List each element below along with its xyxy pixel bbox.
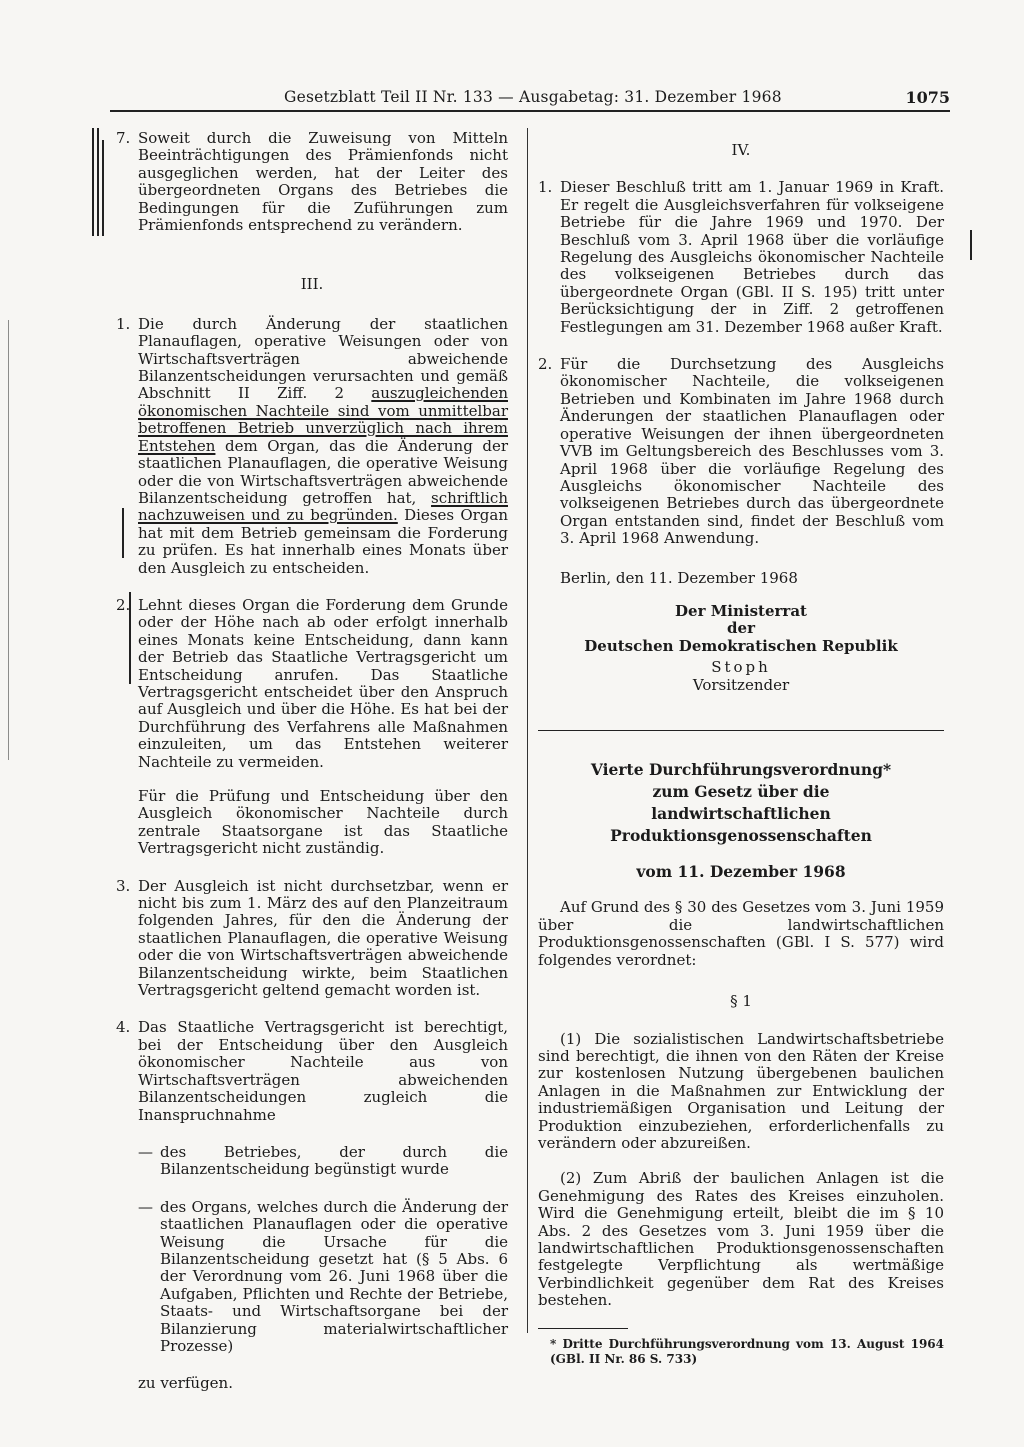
- footnote: * Dritte Durchführungsverordnung vom 13. August 1964 (GBl. II Nr. 86 S. 733): [550, 1336, 944, 1366]
- section-heading-iv: IV.: [731, 141, 751, 159]
- right-column: [538, 142, 944, 1367]
- item-text: [138, 316, 508, 577]
- text-part: dem Organ, das die Änderung der staatlichen Planauflagen, die operative Weisung oder die von Wirtschaftsverträgen abweichende Bilanzentscheidung getroffen hat,: [138, 436, 508, 507]
- signature-block: [538, 603, 944, 694]
- section3-item-2: [116, 597, 508, 858]
- section-rule: [538, 730, 944, 732]
- dash-item: [138, 1199, 508, 1356]
- header-rule: [110, 110, 950, 112]
- ordinance-title-line: landwirtschaftlichen Produktionsgenossenschaften: [610, 804, 872, 846]
- page-header: [110, 88, 950, 112]
- signatory-role: Vorsitzender: [692, 675, 790, 694]
- item-number: 1.: [538, 178, 553, 197]
- ordinance-title-line: Vierte Durchführungsverordnung*: [590, 760, 892, 780]
- item-number: 2.: [538, 355, 553, 374]
- item-number: 3.: [116, 876, 131, 895]
- item-text: Soweit durch die Zuweisung von Mitteln Beeinträchtigungen des Prämienfonds nicht ausgeglichen werden, hat der Leiter des übergeordneten Organs des Betriebes die Bedingungen für die Zuführungen zum Prämienfonds entsprechend zu verändern.: [138, 129, 508, 235]
- signature-line: Deutschen Demokratischen Republik: [584, 636, 898, 655]
- item-number: 4.: [116, 1018, 131, 1037]
- underlined-text: schriftlich nachzuweisen und zu begründen.: [138, 488, 508, 525]
- signature-line: der: [727, 619, 755, 638]
- item-number: 2.: [116, 595, 131, 614]
- underlined-text: auszugleichenden ökonomischen Nachteile sind vom unmittelbar betroffenen Betrieb unverzüglich nach ihrem Entstehen: [138, 384, 508, 455]
- left-column: [116, 130, 508, 1393]
- section-heading-iii: III.: [300, 275, 324, 294]
- item-number: 1.: [116, 314, 131, 333]
- section3-item-3: [116, 878, 508, 1000]
- item-text-extra: Für die Prüfung und Entscheidung über den Ausgleich ökonomischer Nachteile durch zentrale Staatsorgane ist das Staatliche Vertragsgericht nicht zuständig.: [138, 787, 508, 858]
- footnote-rule: [538, 1328, 628, 1329]
- item-text: Für die Durchsetzung des Ausgleichs ökonomischer Nachteile, die volkseigenen Betrieben und Kombinaten im Jahre 1968 durch Änderungen der staatlichen Planauflagen oder operative Weisungen der ihnen übergeordneten VVB im Geltungsbereich des Beschlusses vom 3. April 1968 über die vorläufige Regelung des Ausgleichs ökonomischer Nachteile des volkseigenen Betriebes durch das übergeordnete Organ entstanden sind, findet der Beschluß vom 3. April 1968 Anwendung.: [560, 355, 944, 548]
- margin-bar: [92, 128, 94, 236]
- closing-text: zu verfügen.: [138, 1374, 233, 1393]
- signature-line: Der Ministerrat: [675, 601, 807, 620]
- dash-text: des Betriebes, der durch die Bilanzentscheidung begünstigt wurde: [160, 1142, 508, 1179]
- dash-text: des Organs, welches durch die Änderung der staatlichen Planauflagen oder die operative Weisung die Ursache für die Bilanzentscheidung gesetzt hat (§ 5 Abs. 6 der Verordnung vom 26. Juni 1968 über die Aufgaben, Pflichten und Rechte der Betriebe, Staats- und Wirtschaftsorgane bei der Bilanzierung materialwirtschaftlicher Prozesse): [160, 1197, 508, 1355]
- ordinance-title-line: zum Gesetz über die: [652, 782, 830, 802]
- ordinance-date: vom 11. Dezember 1968: [636, 862, 846, 882]
- item-text: Dieser Beschluß tritt am 1. Januar 1969 in Kraft. Er regelt die Ausgleichsverfahren für volkseigene Betriebe für die Jahre 1969 und 1970. Der Beschluß vom 3. April 1968 über die vorläufige Regelung des Ausgleichs ökonomischer Nachteile des volkseigenen Betriebes durch das übergeordnete Organ (GBl. II S. 195) tritt unter Berücksichtigung der in Ziff. 2 getroffenen Festlegungen am 31. Dezember 1968 außer Kraft.: [560, 178, 944, 336]
- section3-item-1: [116, 316, 508, 577]
- margin-bar: [970, 230, 972, 260]
- section2-item-7: [116, 130, 508, 234]
- text-part: Die durch Änderung der staatlichen Planauflagen, operative Weisungen oder von Wirtschaftsverträgen abweichende Bilanzentscheidungen verursachten und gemäß Abschnitt II Ziff. 2: [138, 314, 508, 403]
- ordinance-paragraph-2: (2) Zum Abriß der baulichen Anlagen ist die Genehmigung des Rates des Kreises einzuholen. Wird die Genehmigung erteilt, bleibt die im § 10 Abs. 2 des Gesetzes vom 3. Juni 1959 über die landwirtschaftlichen Produktionsgenossenschaften festgelegte Verpflichtung als wertmäßige Verbindlichkeit gegenüber dem Rat des Kreises bestehen.: [538, 1169, 944, 1310]
- ordinance-intro: Auf Grund des § 30 des Gesetzes vom 3. Juni 1959 über die landwirtschaftlichen Produktionsgenossenschaften (GBl. I S. 577) wird folgendes verordnet:: [538, 898, 944, 969]
- dash-symbol: —: [138, 1197, 153, 1216]
- dash-item: [138, 1144, 508, 1179]
- item-number: 7.: [116, 129, 131, 147]
- margin-bar: [97, 128, 99, 236]
- dash-symbol: —: [138, 1142, 153, 1161]
- item-text: Der Ausgleich ist nicht durchsetzbar, wenn er nicht bis zum 1. März des auf den Planzeitraum folgenden Jahres, für den die Änderung der staatlichen Planauflagen, die operative Weisung oder die von Wirtschaftsverträgen abweichende Bilanzentscheidung wirkte, beim Staatlichen Vertragsgericht geltend gemacht worden ist.: [138, 876, 508, 1000]
- place-date: Berlin, den 11. Dezember 1968: [560, 568, 798, 587]
- text-part: Dieses Organ hat mit dem Betrieb gemeinsam die Forderung zu prüfen. Es hat innerhalb eines Monats über den Ausgleich zu entscheiden.: [138, 506, 509, 577]
- signatory-name: Stoph: [711, 658, 771, 677]
- margin-bar: [8, 320, 9, 760]
- margin-bar: [102, 140, 104, 236]
- section3-item-4: [116, 1019, 508, 1392]
- section4-item-2: [538, 356, 944, 547]
- header-title: Gesetzblatt Teil II Nr. 133 — Ausgabetag: 31. Dezember 1968: [284, 88, 782, 106]
- item-text: Das Staatliche Vertragsgericht ist berechtigt, bei der Entscheidung über den Ausgleich ökonomischer Nachteile aus von Wirtschaftsverträgen abweichenden Bilanzentscheidungen zugleich die Inanspruchnahme: [138, 1018, 508, 1124]
- paragraph-sign: § 1: [730, 992, 752, 1011]
- page-number: 1075: [905, 88, 950, 107]
- column-divider: [527, 128, 528, 1333]
- ordinance-title: [538, 759, 944, 883]
- ordinance-paragraph-1: (1) Die sozialistischen Landwirtschaftsbetriebe sind berechtigt, die ihnen von den Räten der Kreise zur kostenlosen Nutzung übergebenen baulichen Anlagen in die Maßnahmen zur Entwicklung der industriemäßigen Organisation und Leitung der Produktion einzubeziehen, erforderlichenfalls zu verändern oder abzureißen.: [538, 1029, 944, 1152]
- item-text: Lehnt dieses Organ die Forderung dem Grunde oder der Höhe nach ab oder erfolgt innerhalb eines Monats keine Entscheidung, dann kann der Betrieb das Staatliche Vertragsgericht um Entscheidung anrufen. Das Staatliche Vertragsgericht entscheidet über den Anspruch auf Ausgleich und über die Höhe. Es hat bei der Durchführung des Verfahrens alle Maßnahmen einzuleiten, um das Entstehen weiterer Nachteile zu vermeiden.: [138, 595, 508, 771]
- section4-item-1: [538, 179, 944, 336]
